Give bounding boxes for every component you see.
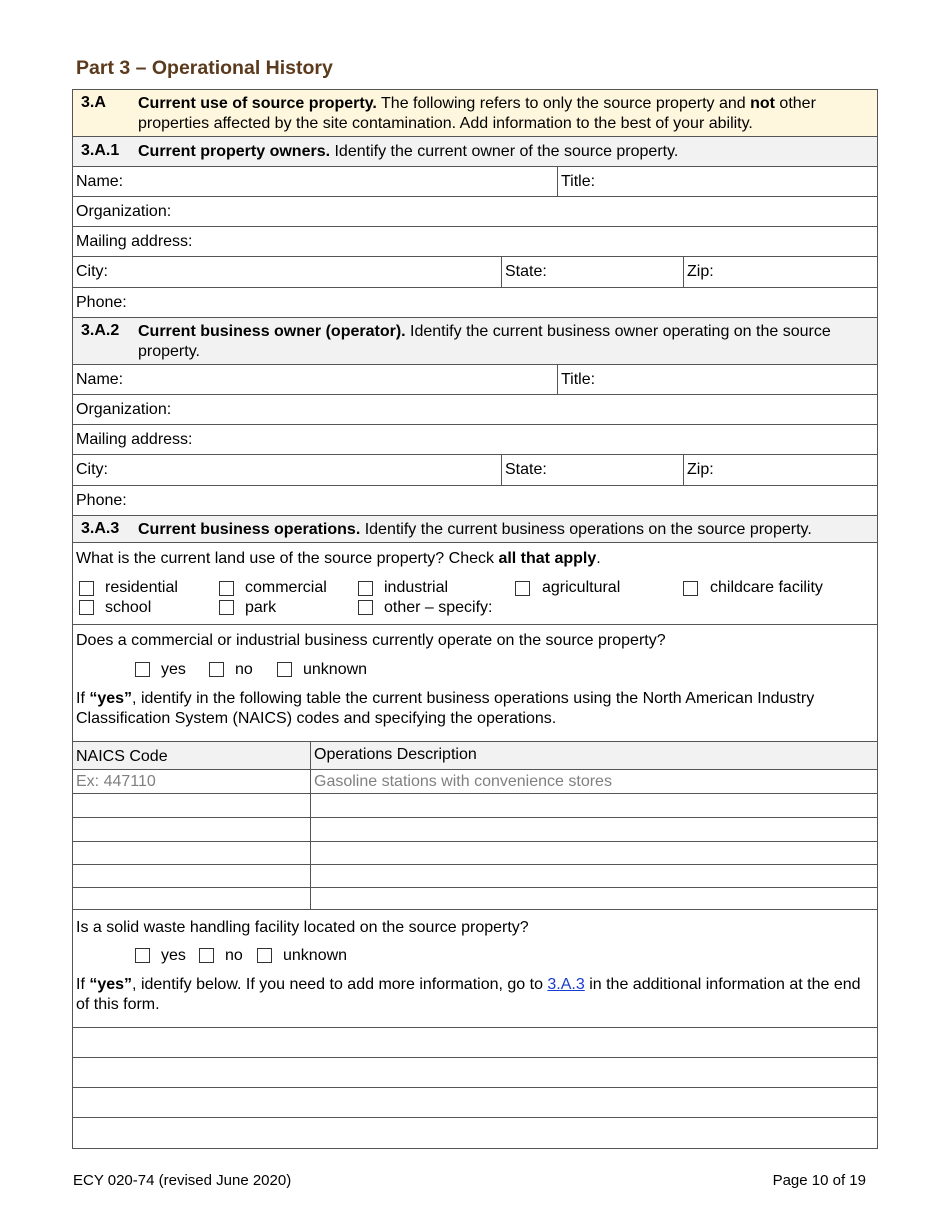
- waste-yes-label: yes: [161, 947, 186, 964]
- section-3a3-link[interactable]: 3.A.3: [547, 976, 585, 993]
- owner-name-row: [72, 167, 878, 197]
- business-block: [72, 625, 878, 910]
- operator-name-field[interactable]: Name:: [76, 371, 124, 388]
- agricultural-checkbox[interactable]: [515, 581, 530, 596]
- other-specify-checkbox[interactable]: [358, 600, 373, 615]
- naics-instructions: If “yes”, identify in the following table the current business operations using the North American Industry Classification System (NAICS) codes and specifying the operations.: [76, 690, 815, 727]
- operations-description-header: Operations Description: [314, 746, 477, 763]
- owner-organization-field[interactable]: Organization:: [76, 203, 172, 220]
- residential-checkbox[interactable]: [79, 581, 94, 596]
- owner-name-field[interactable]: Name:: [76, 173, 124, 190]
- waste-no-label: no: [225, 947, 243, 964]
- industrial-label: industrial: [384, 579, 449, 596]
- operator-city-row: [72, 455, 878, 486]
- operator-zip-field[interactable]: Zip:: [687, 461, 714, 478]
- form-number: ECY 020-74 (revised June 2020): [73, 1172, 292, 1189]
- waste-unknown-checkbox[interactable]: [257, 948, 272, 963]
- owner-city-field[interactable]: City:: [76, 263, 108, 280]
- section-3a-header: [72, 89, 878, 137]
- operator-phone-row: [72, 486, 878, 516]
- section-number: 3.A: [81, 94, 106, 111]
- subsection-3a1-text: Current property owners. Identify the current owner of the source property.: [138, 143, 679, 160]
- naics-code-example[interactable]: Ex: 447110: [76, 773, 156, 790]
- naics-table: [73, 741, 877, 910]
- table-row[interactable]: [73, 842, 877, 865]
- naics-code-header: NAICS Code: [76, 748, 168, 765]
- owner-title-field[interactable]: Title:: [561, 173, 596, 190]
- operator-mail-row: [72, 425, 878, 455]
- operator-city-field[interactable]: City:: [76, 461, 108, 478]
- operator-organization-field[interactable]: Organization:: [76, 401, 172, 418]
- subsection-3a3-text: Current business operations. Identify the current business operations on the source property.: [138, 521, 812, 538]
- owner-zip-field[interactable]: Zip:: [687, 263, 714, 280]
- subsection-number: 3.A.2: [81, 322, 120, 339]
- waste-unknown-label: unknown: [283, 947, 348, 964]
- residential-label: residential: [105, 579, 178, 596]
- business-question: Does a commercial or industrial business currently operate on the source property?: [76, 632, 666, 649]
- subsection-number: 3.A.1: [81, 142, 120, 159]
- subsection-3a2-header: [72, 318, 878, 365]
- owner-city-row: [72, 257, 878, 288]
- school-label: school: [105, 599, 152, 616]
- business-unknown-checkbox[interactable]: [277, 662, 292, 677]
- page-number: Page 10 of 19: [772, 1172, 866, 1189]
- land-use-block: [72, 543, 878, 625]
- business-no-label: no: [235, 661, 253, 678]
- waste-entry-row[interactable]: [72, 1088, 878, 1118]
- waste-entry-row[interactable]: [72, 1118, 878, 1149]
- table-row[interactable]: [73, 794, 877, 818]
- subsection-3a3-header: [72, 516, 878, 543]
- owner-mailing-address-field[interactable]: Mailing address:: [76, 233, 193, 250]
- commercial-checkbox[interactable]: [219, 581, 234, 596]
- table-row: [73, 770, 877, 794]
- owner-mail-row: [72, 227, 878, 257]
- table-row[interactable]: [73, 888, 877, 911]
- section-3a-text: Current use of source property. The following refers to only the source property and not other properties affected by the site contamination. Add information to the best of your ability.: [138, 95, 816, 132]
- business-unknown-label: unknown: [303, 661, 368, 678]
- page-title: Part 3 – Operational History: [76, 57, 333, 79]
- waste-entry-row[interactable]: [72, 1028, 878, 1058]
- childcare-facility-checkbox[interactable]: [683, 581, 698, 596]
- operator-name-row: [72, 365, 878, 395]
- owner-phone-field[interactable]: Phone:: [76, 294, 127, 311]
- waste-no-checkbox[interactable]: [199, 948, 214, 963]
- agricultural-label: agricultural: [542, 579, 621, 596]
- commercial-label: commercial: [245, 579, 327, 596]
- business-yes-label: yes: [161, 661, 186, 678]
- table-row[interactable]: [73, 818, 877, 842]
- park-checkbox[interactable]: [219, 600, 234, 615]
- waste-yes-checkbox[interactable]: [135, 948, 150, 963]
- park-label: park: [245, 599, 277, 616]
- other-specify-label: other – specify:: [384, 599, 493, 616]
- owner-state-field[interactable]: State:: [505, 263, 547, 280]
- business-yes-checkbox[interactable]: [135, 662, 150, 677]
- solid-waste-instructions: If “yes”, identify below. If you need to add more information, go to 3.A.3 in the additional information at the end of this form.: [76, 976, 861, 1013]
- solid-waste-question: Is a solid waste handling facility located on the source property?: [76, 919, 529, 936]
- waste-entry-row[interactable]: [72, 1058, 878, 1088]
- operator-phone-field[interactable]: Phone:: [76, 492, 127, 509]
- subsection-3a1-header: [72, 137, 878, 167]
- operator-org-row: [72, 395, 878, 425]
- naics-table-header: [73, 742, 877, 770]
- business-no-checkbox[interactable]: [209, 662, 224, 677]
- childcare-facility-label: childcare facility: [710, 579, 823, 596]
- school-checkbox[interactable]: [79, 600, 94, 615]
- owner-phone-row: [72, 288, 878, 318]
- operations-description-example[interactable]: Gasoline stations with convenience stores: [314, 773, 612, 790]
- industrial-checkbox[interactable]: [358, 581, 373, 596]
- table-row[interactable]: [73, 865, 877, 888]
- land-use-question: What is the current land use of the source property? Check all that apply.: [76, 550, 601, 567]
- subsection-3a2-text: Current business owner (operator). Identify the current business owner operating on the source property.: [138, 323, 831, 360]
- operator-mailing-address-field[interactable]: Mailing address:: [76, 431, 193, 448]
- subsection-number: 3.A.3: [81, 520, 120, 537]
- solid-waste-block: [72, 910, 878, 1028]
- owner-org-row: [72, 197, 878, 227]
- operator-state-field[interactable]: State:: [505, 461, 547, 478]
- operator-title-field[interactable]: Title:: [561, 371, 596, 388]
